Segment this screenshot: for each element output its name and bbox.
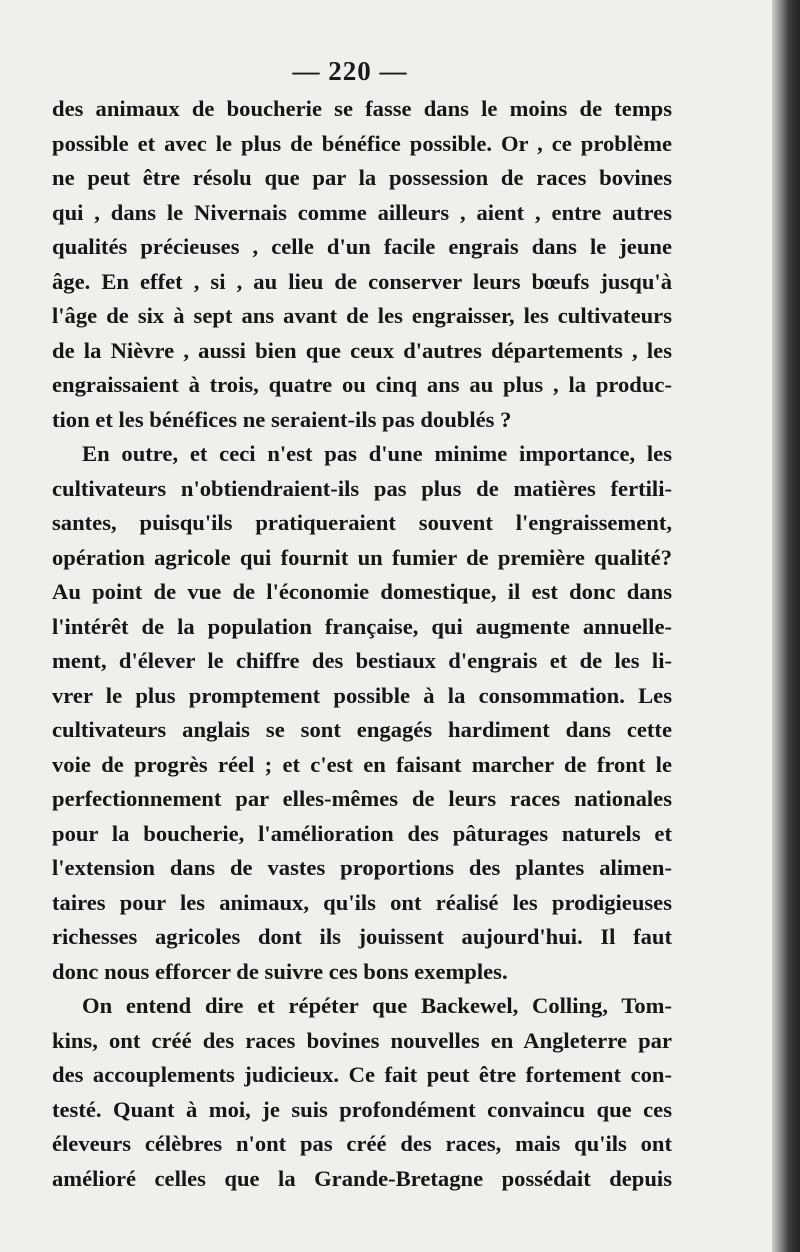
body-text (52, 92, 672, 1196)
text-line: pour la boucherie, l'amélioration des pâturages naturels et (52, 820, 672, 846)
text-line: possible et avec le plus de bénéfice possible. Or , ce problème (52, 130, 672, 156)
text-line: On entend dire et répéter que Backewel, Colling, Tom- (82, 993, 672, 1018)
text-line: Au point de vue de l'économie domestique, il est donc dans (52, 579, 672, 604)
paragraph-2 (52, 437, 672, 989)
text-line: testé. Quant à moi, je suis profondément convaincu que ces (52, 1096, 672, 1122)
text-line: des accouplements judicieux. Ce fait peut être fortement con- (52, 1062, 672, 1087)
page-number: — 220 — (292, 56, 408, 86)
text-line: de la Nièvre , aussi bien que ceux d'autres départements , les (52, 337, 672, 363)
text-line: taires pour les animaux, qu'ils ont réalisé les prodigieuses (52, 889, 672, 915)
text-line: l'âge de six à sept ans avant de les engraisser, les cultivateurs (52, 303, 672, 328)
text-line: cultivateurs n'obtiendraient-ils pas plus de matières fertili- (52, 475, 672, 501)
text-line: ment, d'élever le chiffre des bestiaux d'engrais et de les li- (52, 648, 672, 673)
text-line: santes, puisqu'ils pratiqueraient souvent l'engraissement, (52, 510, 672, 535)
text-line: tion et les bénéfices ne seraient-ils pas doublés ? (52, 406, 512, 432)
book-spine-edge (772, 0, 800, 1252)
text-line: des animaux de boucherie se fasse dans le moins de temps (52, 96, 672, 121)
text-line: qui , dans le Nivernais comme ailleurs , aient , entre autres (52, 199, 672, 225)
text-line: engraissaient à trois, quatre ou cinq ans au plus , la produc- (52, 372, 672, 397)
text-line: kins, ont créé des races bovines nouvelles en Angleterre par (52, 1027, 672, 1053)
text-line: cultivateurs anglais se sont engagés hardiment dans cette (52, 717, 672, 742)
text-line: l'intérêt de la population française, qui augmente annuelle- (52, 613, 672, 639)
text-line: donc nous efforcer de suivre ces bons exemples. (52, 958, 508, 984)
text-line: perfectionnement par elles-mêmes de leurs races nationales (52, 786, 672, 811)
text-line: opération agricole qui fournit un fumier de première qualité? (52, 544, 672, 570)
text-line: éleveurs célèbres n'ont pas créé des races, mais qu'ils ont (52, 1131, 672, 1156)
paragraph-1 (52, 92, 672, 437)
text-line: amélioré celles que la Grande-Bretagne possédait depuis (52, 1165, 672, 1191)
paragraph-3 (52, 989, 672, 1196)
text-line: âge. En effet , si , au lieu de conserver leurs bœufs jusqu'à (52, 268, 672, 294)
text-line: voie de progrès réel ; et c'est en faisant marcher de front le (52, 751, 672, 777)
text-line: richesses agricoles dont ils jouissent aujourd'hui. Il faut (52, 924, 672, 949)
text-line: En outre, et ceci n'est pas d'une minime importance, les (82, 441, 672, 466)
text-line: l'extension dans de vastes proportions des plantes alimen- (52, 855, 672, 880)
text-line: ne peut être résolu que par la possession de races bovines (52, 165, 672, 190)
text-line: qualités précieuses , celle d'un facile engrais dans le jeune (52, 234, 672, 259)
text-line: vrer le plus promptement possible à la consommation. Les (52, 682, 672, 708)
